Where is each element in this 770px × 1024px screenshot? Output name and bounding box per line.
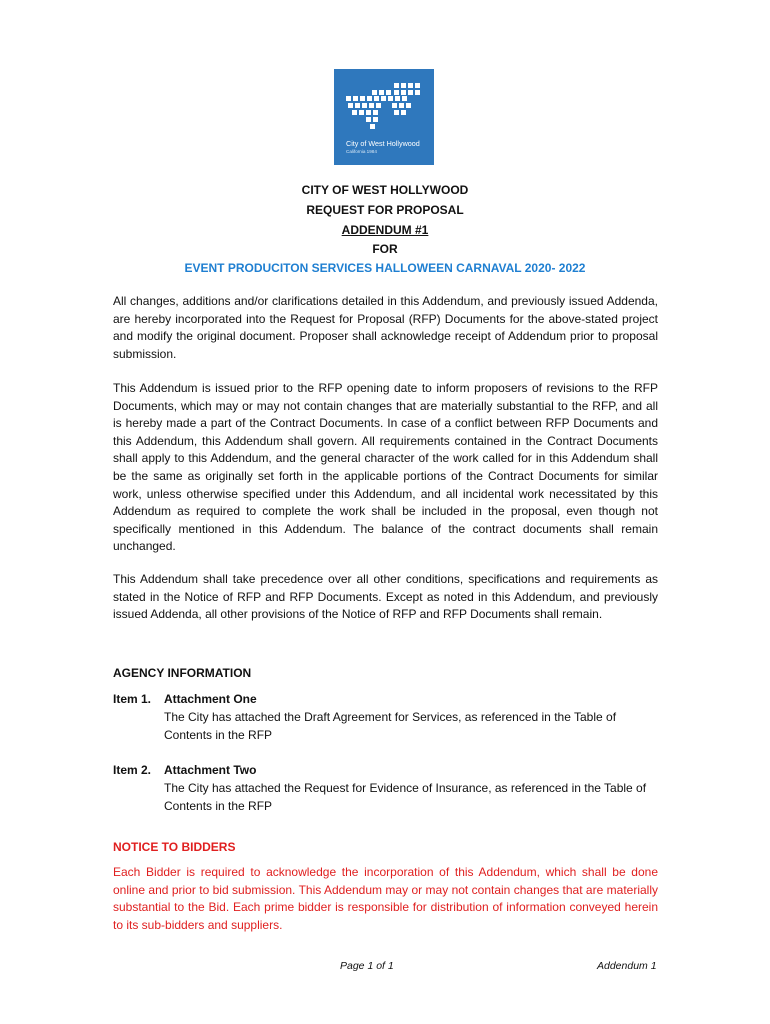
item-2-number: Item 2. (113, 763, 152, 777)
doc-title-city: CITY OF WEST HOLLYWOOD (301, 183, 469, 197)
notice-heading: NOTICE TO BIDDERS (113, 840, 236, 854)
notice-text: Each Bidder is required to acknowledge the incorporation of this Addendum, which shall be done online and prior to bid submission. This Addendum may or may not contain changes that are materially substantial to the Bid. Each prime bidder is responsible for distribution of information conveyed herein to its sub-bidders and suppliers. (113, 865, 658, 932)
doc-title-for: FOR (372, 242, 398, 256)
city-logo-icon (334, 69, 434, 139)
doc-project-title: EVENT PRODUCITON SERVICES HALLOWEEN CARNAVAL 2020- 2022 (184, 261, 586, 275)
logo-tagline: California 1984 (346, 149, 377, 154)
footer-label: Addendum 1 (597, 960, 657, 972)
agency-heading: AGENCY INFORMATION (113, 666, 252, 680)
item-1-number: Item 1. (113, 692, 152, 706)
paragraph-issued: This Addendum is issued prior to the RFP opening date to inform proposers of revisions to the RFP Documents, which may or may not contain changes that are materially substantial to the RFP, and all is hereby made a part of the Contract Documents. In case of a conflict between RFP Documents and this Addendum, this Addendum shall govern. All requirements contained in the Contract Documents shall apply to this Addendum, and the general character of the work called for in this Addendum shall be the same as originally set forth in the applicable portions of the Contract Documents for similar work, unless otherwise specified under this Addendum, and all incidental work necessitated by this Addendum as required to complete the work shall be included in the proposal, even though not specifically mentioned in this Addendum. The balance of the contract documents shall remain unchanged. (113, 381, 658, 554)
paragraph-changes: All changes, additions and/or clarifications detailed in this Addendum, and previously issued Addenda, are hereby incorporated into the Request for Proposal (RFP) Documents for the above-stated project and modify the original document. Proposer shall acknowledge receipt of Addendum prior to proposal submission. (113, 294, 658, 361)
item-2-text: The City has attached the Request for Evidence of Insurance, as referenced in the Table of Contents in the RFP (164, 781, 647, 813)
item-1-title: Attachment One (164, 692, 257, 706)
doc-title-rfp: REQUEST FOR PROPOSAL (306, 203, 464, 217)
doc-title-addendum: ADDENDUM #1 (341, 223, 429, 237)
city-logo (334, 69, 434, 165)
item-1-text: The City has attached the Draft Agreement for Services, as referenced in the Table of Contents in the RFP (164, 710, 617, 742)
logo-city-name: City of West Hollywood (346, 139, 420, 148)
page-number: Page 1 of 1 (340, 960, 394, 972)
paragraph-precedence: This Addendum shall take precedence over all other conditions, specifications and requirements as stated in the Notice of RFP and RFP Documents. Except as noted in this Addendum, and previously issued Addenda, all other provisions of the Notice of RFP and RFP Documents shall remain. (113, 572, 658, 622)
item-2-title: Attachment Two (164, 763, 257, 777)
